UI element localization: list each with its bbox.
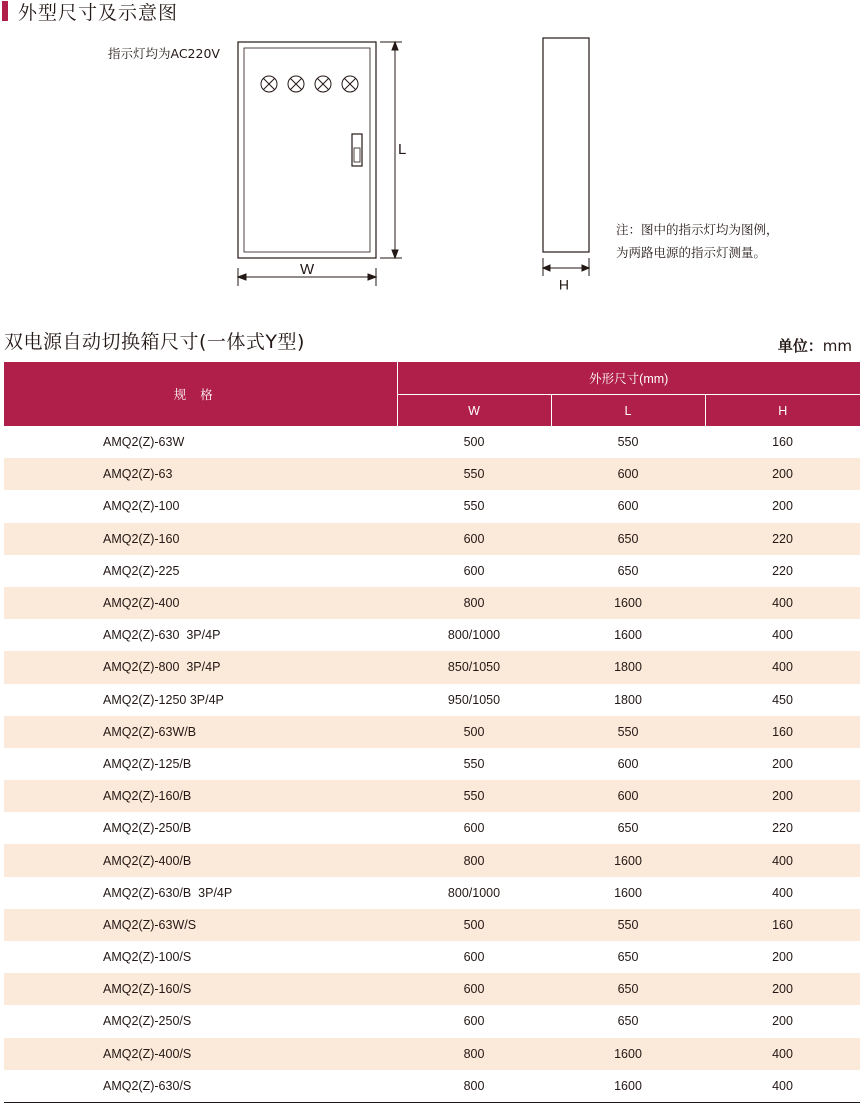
cell-h: 400 xyxy=(705,844,860,876)
cell-h: 400 xyxy=(772,885,793,900)
cell-model: AMQ2(Z)-800 3P/4P xyxy=(4,651,397,683)
cell-l: 1600 xyxy=(551,844,705,876)
cell-l: 1800 xyxy=(614,692,642,707)
cell-model: AMQ2(Z)-400 xyxy=(4,587,397,619)
cell-l: 600 xyxy=(617,499,639,514)
cell-w: 500 xyxy=(397,716,551,748)
cell-model: AMQ2(Z)-160/S xyxy=(4,973,397,1005)
cell-model: AMQ2(Z)-250/B xyxy=(103,821,192,836)
cell-w: 550 xyxy=(463,756,485,771)
cell-h: 400 xyxy=(705,1070,860,1103)
cell-w: 600 xyxy=(463,1014,485,1029)
cell-w: 800 xyxy=(397,587,551,619)
cell-h: 220 xyxy=(705,523,860,555)
cell-l: 650 xyxy=(617,1014,639,1029)
cabinet-side-drawing xyxy=(535,30,605,294)
cell-l: 1600 xyxy=(614,628,642,643)
cell-h: 200 xyxy=(705,973,860,1005)
dimension-h-label: H xyxy=(558,277,569,293)
cell-h: 400 xyxy=(705,651,860,683)
table-row xyxy=(4,523,860,555)
cell-h: 400 xyxy=(772,628,793,643)
table-row xyxy=(4,458,860,490)
header-h: H xyxy=(705,395,860,427)
cell-l: 550 xyxy=(551,716,705,748)
door-handle-icon xyxy=(352,134,362,166)
dimension-table xyxy=(4,362,860,1103)
cell-w: 600 xyxy=(397,523,551,555)
table-row xyxy=(4,555,860,587)
title-accent-bar xyxy=(2,1,8,21)
table-row xyxy=(4,973,860,1005)
cell-l: 600 xyxy=(551,458,705,490)
table-row xyxy=(4,909,860,941)
cell-model: AMQ2(Z)-125/B xyxy=(103,756,192,771)
cell-w: 550 xyxy=(397,458,551,490)
table-row xyxy=(4,1005,860,1037)
cell-model: AMQ2(Z)-400/S xyxy=(4,1038,397,1070)
cell-h: 200 xyxy=(705,780,860,812)
cell-h: 200 xyxy=(705,458,860,490)
cell-model: AMQ2(Z)-100/S xyxy=(103,950,192,965)
cell-l: 650 xyxy=(617,563,639,578)
cell-w: 800/1000 xyxy=(447,885,501,900)
section-title: 外型尺寸及示意图 xyxy=(18,1,179,24)
cell-model: AMQ2(Z)-400/B xyxy=(4,844,397,876)
cell-model: AMQ2(Z)-63W/B xyxy=(4,716,397,748)
diagram-note xyxy=(616,218,779,264)
cell-w: 500 xyxy=(397,909,551,941)
header-w: W xyxy=(397,395,551,427)
cell-h: 160 xyxy=(772,435,793,450)
cell-h: 160 xyxy=(705,909,860,941)
unit-indicator xyxy=(778,335,852,356)
indicator-lamp-icon xyxy=(342,76,358,92)
cell-h: 200 xyxy=(772,950,793,965)
cell-l: 600 xyxy=(551,780,705,812)
section-header xyxy=(0,0,400,22)
indicator-lamp-icon xyxy=(288,76,304,92)
cell-l: 550 xyxy=(551,909,705,941)
table-row xyxy=(4,780,860,812)
cabinet-front-drawing xyxy=(230,36,410,292)
cell-h: 220 xyxy=(772,563,793,578)
cell-l: 650 xyxy=(617,821,639,836)
cell-w: 600 xyxy=(463,821,485,836)
table-row xyxy=(4,426,860,458)
cell-model: AMQ2(Z)-630/B 3P/4P xyxy=(103,885,233,900)
cell-l: 550 xyxy=(617,435,639,450)
cell-l: 1600 xyxy=(551,1070,705,1103)
cell-w: 600 xyxy=(397,973,551,1005)
cell-w: 950/1050 xyxy=(447,692,501,707)
cell-l: 1600 xyxy=(551,587,705,619)
dimension-l-label: L xyxy=(398,141,407,158)
cell-model: AMQ2(Z)-630/S xyxy=(4,1070,397,1103)
table-row xyxy=(4,844,860,876)
cell-model: AMQ2(Z)-1250 3P/4P xyxy=(103,692,224,707)
cell-w: 600 xyxy=(463,563,485,578)
indicator-lamp-icon xyxy=(315,76,331,92)
table-row xyxy=(4,587,860,619)
cabinet-side-outline xyxy=(543,38,589,252)
table-title: 双电源自动切换箱尺寸(一体式Y型) xyxy=(4,331,305,353)
cell-model: AMQ2(Z)-160 xyxy=(4,523,397,555)
header-spec: 规格 xyxy=(4,362,397,426)
table-row xyxy=(4,1038,860,1070)
cell-w: 800 xyxy=(397,1070,551,1103)
cell-model: AMQ2(Z)-250/S xyxy=(103,1014,192,1029)
table-row xyxy=(4,812,860,844)
cell-model: AMQ2(Z)-225 xyxy=(103,563,180,578)
cell-h: 200 xyxy=(772,756,793,771)
cell-l: 1800 xyxy=(551,651,705,683)
cell-l: 1600 xyxy=(551,1038,705,1070)
cell-l: 650 xyxy=(617,950,639,965)
cell-h: 450 xyxy=(772,692,793,707)
cell-l: 600 xyxy=(617,756,639,771)
note-line-1: 注：图中的指示灯均为图例， xyxy=(616,222,779,237)
table-row xyxy=(4,651,860,683)
cabinet-outer-frame xyxy=(238,42,376,258)
cell-w: 600 xyxy=(463,950,485,965)
cell-w: 800 xyxy=(397,844,551,876)
table-row xyxy=(4,684,860,716)
cell-model: AMQ2(Z)-63W/S xyxy=(4,909,397,941)
cell-l: 650 xyxy=(551,523,705,555)
cell-h: 200 xyxy=(772,499,793,514)
cell-h: 220 xyxy=(772,821,793,836)
cell-w: 800/1000 xyxy=(447,628,501,643)
indicator-note: 指示灯均为AC220V xyxy=(108,46,220,61)
cell-w: 800 xyxy=(397,1038,551,1070)
cell-h: 200 xyxy=(772,1014,793,1029)
unit-value: mm xyxy=(822,337,852,355)
table-row xyxy=(4,877,860,909)
cell-h: 400 xyxy=(705,587,860,619)
cell-model: AMQ2(Z)-160/B xyxy=(4,780,397,812)
cell-model: AMQ2(Z)-63 xyxy=(4,458,397,490)
note-line-2: 为两路电源的指示灯测量。 xyxy=(616,245,767,260)
table-row xyxy=(4,490,860,522)
table-row xyxy=(4,748,860,780)
header-dimensions: 外形尺寸(mm) xyxy=(397,362,860,395)
indicator-lamps xyxy=(261,76,358,92)
indicator-lamp-icon xyxy=(261,76,277,92)
cell-model: AMQ2(Z)-100 xyxy=(103,499,180,514)
cell-model: AMQ2(Z)-63W xyxy=(103,435,185,450)
cell-w: 500 xyxy=(463,435,485,450)
table-row xyxy=(4,1070,860,1103)
header-l: L xyxy=(551,395,705,427)
cell-model: AMQ2(Z)-630 3P/4P xyxy=(103,628,221,643)
cell-h: 160 xyxy=(705,716,860,748)
unit-label: 单位： xyxy=(777,337,823,355)
cell-h: 400 xyxy=(705,1038,860,1070)
table-row xyxy=(4,716,860,748)
cell-l: 650 xyxy=(551,973,705,1005)
cell-w: 850/1050 xyxy=(397,651,551,683)
cell-l: 1600 xyxy=(614,885,642,900)
cell-w: 550 xyxy=(463,499,485,514)
table-body xyxy=(4,426,860,1102)
table-row xyxy=(4,941,860,973)
dimension-w-label: W xyxy=(300,261,315,278)
cell-w: 550 xyxy=(397,780,551,812)
table-row xyxy=(4,619,860,651)
